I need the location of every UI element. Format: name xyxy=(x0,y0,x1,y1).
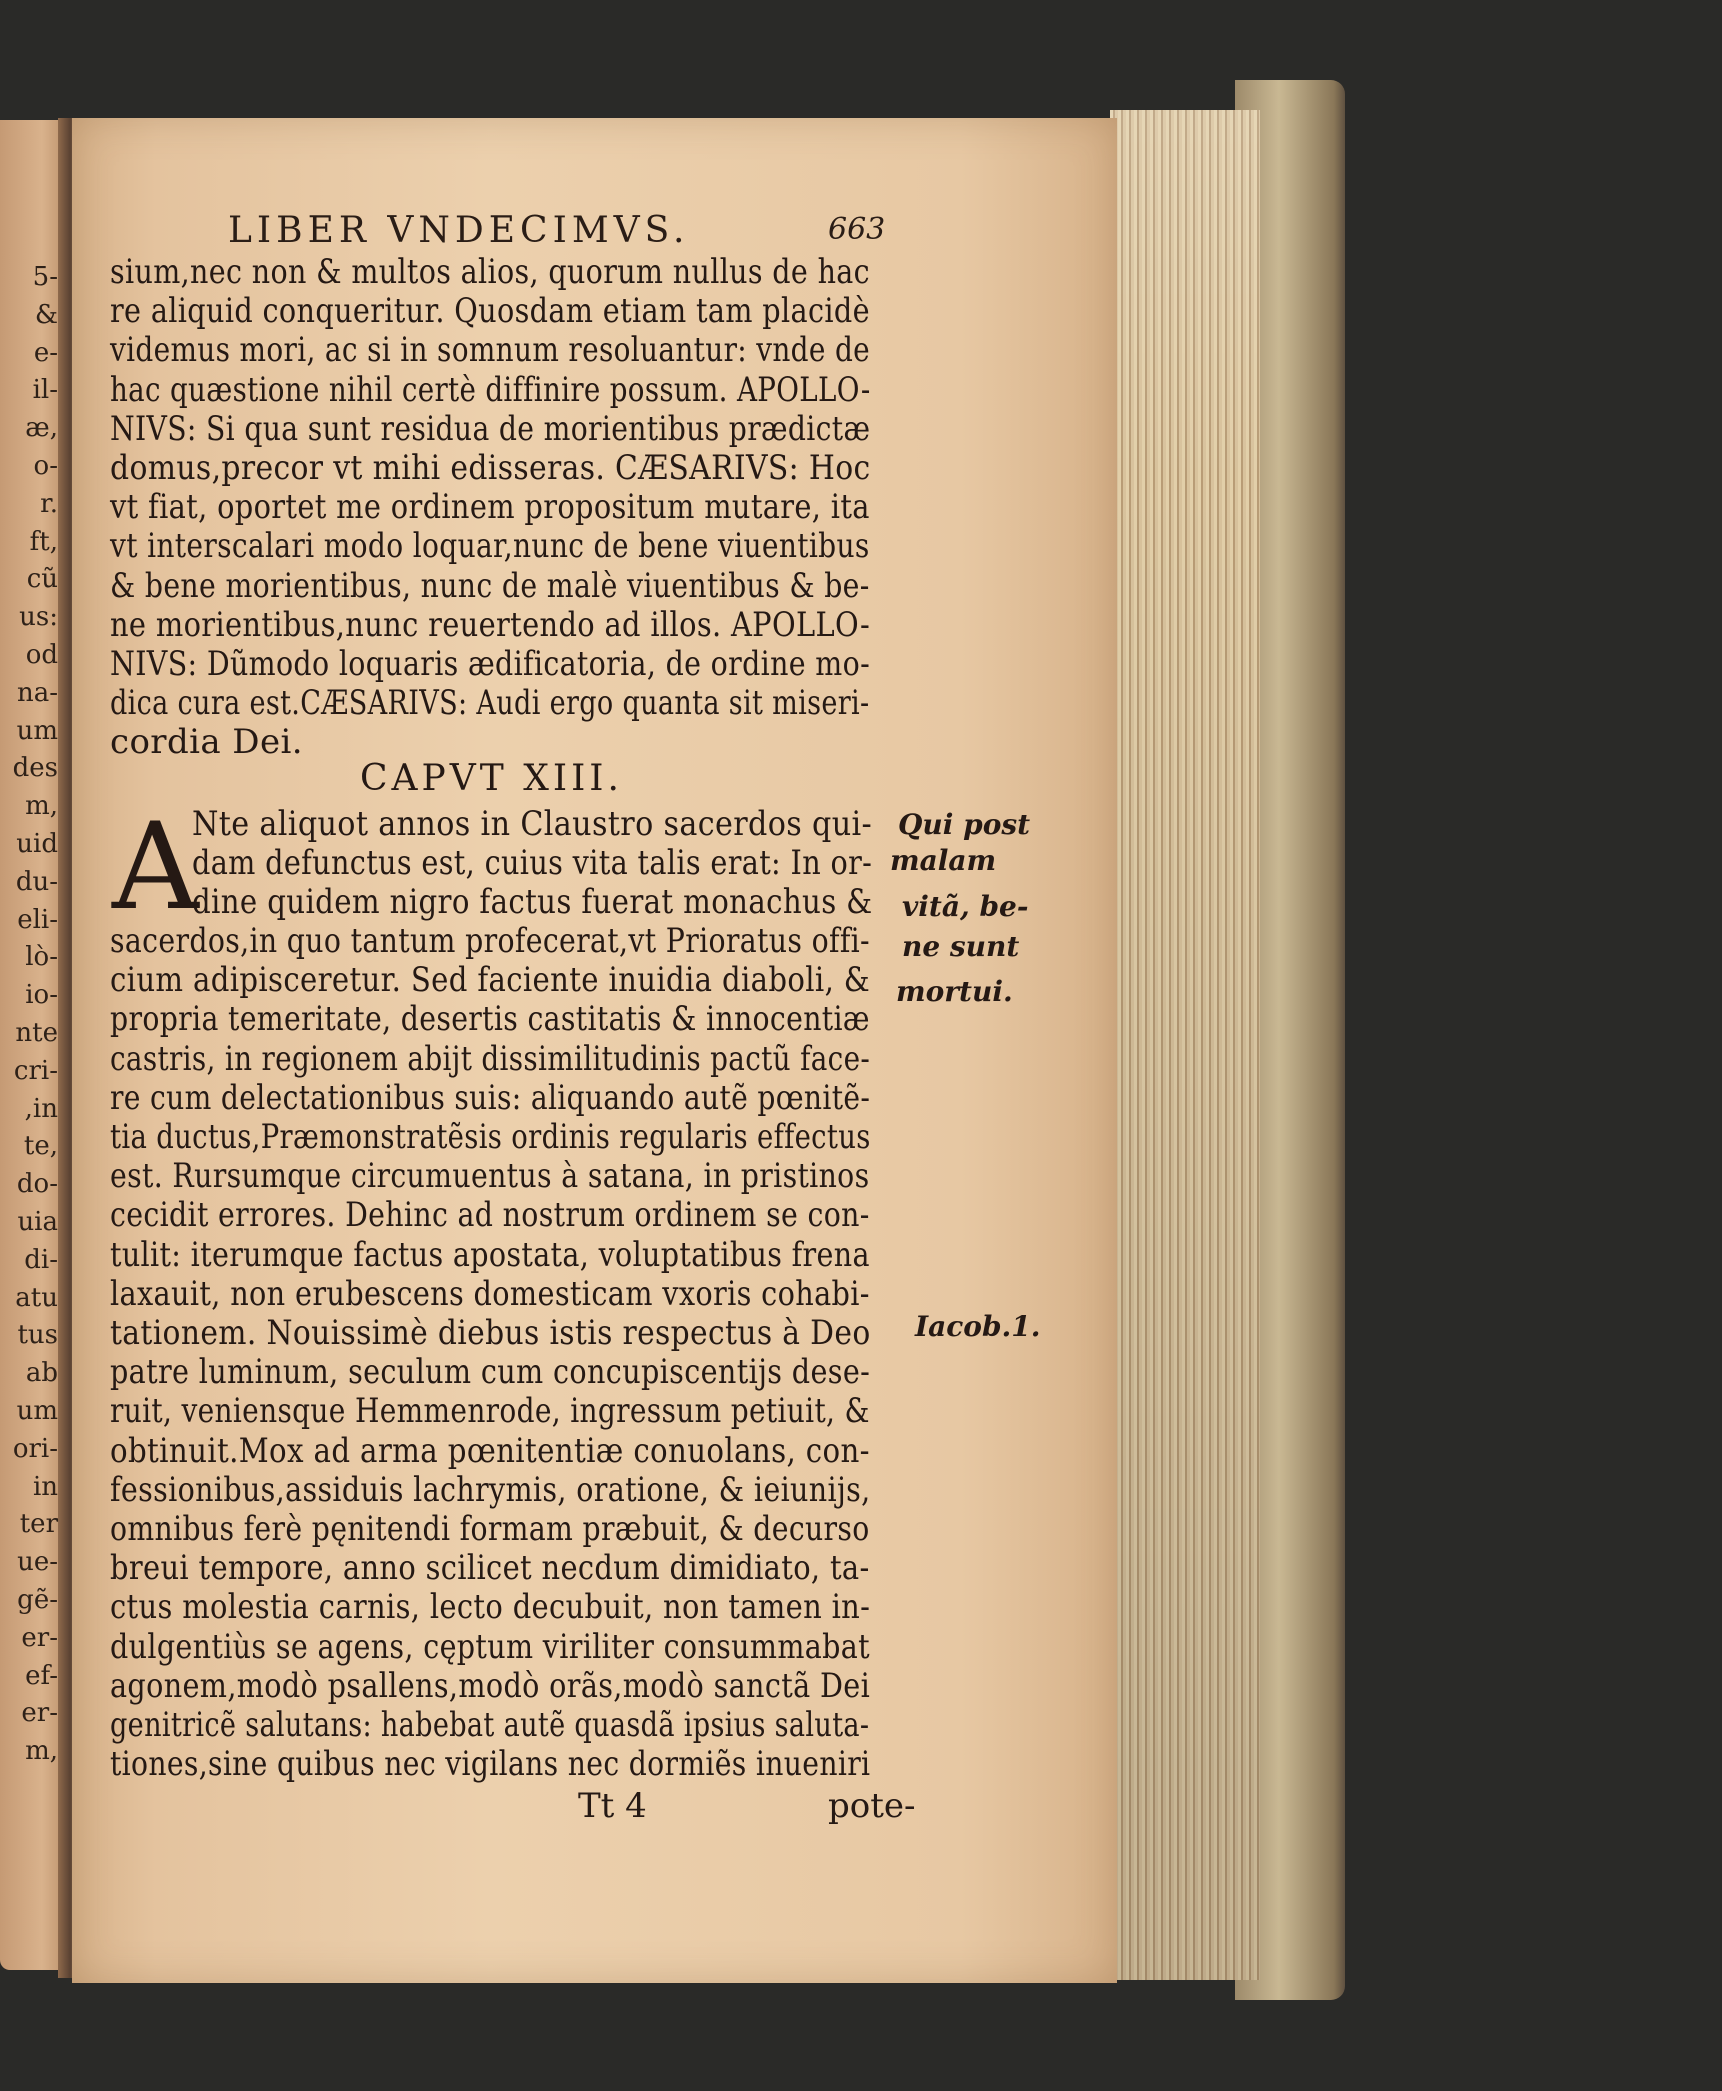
text-line: & bene morientibus, nunc de malè viuentibus & be- xyxy=(110,565,870,606)
text-line: videmus mori, ac si in somnum resoluantur: vnde de xyxy=(110,330,871,371)
left-page-fragment: um xyxy=(16,1396,58,1426)
text-line: NIVS: Si qua sunt residua de morientibus prædictæ xyxy=(110,408,871,449)
text-line: sacerdos,in quo tantum profecerat,vt Prioratus offi- xyxy=(110,921,870,961)
catchword: pote- xyxy=(828,1786,916,1826)
left-page-fragment: ef- xyxy=(25,1660,58,1691)
left-page-fragment: in xyxy=(32,1471,58,1502)
left-page-fragment: e- xyxy=(33,337,58,368)
left-page-fragment: na- xyxy=(16,677,58,708)
left-page-fragment: uia xyxy=(17,1207,58,1237)
text-line: cordia Dei. xyxy=(110,722,303,763)
left-page-fragment: er- xyxy=(21,1622,58,1653)
left-page-fragment: nte xyxy=(15,1018,58,1048)
text-line: castris, in regionem abijt dissimilitudinis pactũ face- xyxy=(110,1038,871,1079)
left-page-fragment: il- xyxy=(32,375,58,406)
left-page-fragment: ter xyxy=(19,1509,58,1540)
left-page-fragment: us: xyxy=(19,602,58,633)
left-page-fragment: cri- xyxy=(13,1055,58,1086)
text-line: obtinuit.Mox ad arma pœnitentiæ conuolans, con- xyxy=(110,1430,870,1471)
text-line: laxauit, non erubescens domesticam vxoris cohabi- xyxy=(110,1273,870,1314)
left-page-fragment: te, xyxy=(23,1131,58,1162)
drop-cap: A xyxy=(112,798,199,937)
left-page-fragment: di- xyxy=(24,1244,58,1275)
marginal-note: Qui post xyxy=(898,808,1031,841)
text-line: NIVS: Dũmodo loquaris ædificatoria, de ordine mo- xyxy=(110,644,871,684)
text-line: dulgentiùs se agens, cęptum viriliter consummabat xyxy=(110,1626,870,1667)
text-line: re aliquid conqueritur. Quosdam etiam tam placidè xyxy=(110,291,870,332)
left-page-fragment: gẽ- xyxy=(17,1585,58,1615)
text-line: Nte aliquot annos in Claustro sacerdos qui- xyxy=(192,804,873,844)
left-page-fragment: um xyxy=(16,715,58,746)
text-line: est. Rursumque circumuentus à satana, in pristinos xyxy=(110,1156,870,1197)
signature-mark: Tt 4 xyxy=(578,1786,647,1826)
left-page-fragment: uid xyxy=(16,829,58,859)
left-page-fragment: ori- xyxy=(12,1433,58,1464)
left-page-fragment: 5- xyxy=(32,262,58,292)
left-page-fragment: tus xyxy=(17,1320,58,1351)
text-line: dine quidem nigro factus fuerat monachus & xyxy=(192,882,873,923)
running-head: LIBER VNDECIMVS. xyxy=(228,210,690,251)
text-line: ne morientibus,nunc reuertendo ad illos. APOLLO- xyxy=(110,604,871,645)
text-line: domus,precor vt mihi edisseras. CÆSARIVS: Hoc xyxy=(110,448,871,488)
text-line: ruit, veniensque Hemmenrode, ingressum petiuit, & xyxy=(110,1391,870,1432)
marginal-note: Iacob.1. xyxy=(915,1310,1041,1343)
left-page-fragment: ue- xyxy=(17,1547,58,1578)
text-line: genitricẽ salutans: habebat autẽ quasdã ipsius saluta- xyxy=(110,1705,870,1745)
left-page-fragment: atu xyxy=(15,1282,58,1313)
text-line: breui tempore, anno scilicet necdum dimidiato, ta- xyxy=(110,1548,870,1589)
text-line: dam defunctus est, cuius vita talis erat: In or- xyxy=(192,843,873,884)
text-line: agonem,modò psallens,modò orãs,modò sanctã Dei xyxy=(110,1665,871,1706)
left-page-fragment: r. xyxy=(40,488,58,519)
left-page-fragment: du- xyxy=(15,866,58,897)
left-page-fragment: lò- xyxy=(25,942,58,973)
marginal-note: ne sunt xyxy=(902,930,1020,963)
left-page-fragment: od xyxy=(25,640,58,670)
chapter-heading: CAPVT XIII. xyxy=(360,758,623,799)
text-line: re cum delectationibus suis: aliquando autẽ pœnitẽ- xyxy=(110,1077,871,1118)
text-line: patre luminum, seculum cum concupiscentijs dese- xyxy=(110,1352,871,1393)
text-line: dica cura est.CÆSARIVS: Audi ergo quanta sit miseri- xyxy=(110,683,870,724)
left-page-fragment: o- xyxy=(33,451,58,481)
text-line: vt interscalari modo loquar,nunc de bene viuentibus xyxy=(110,526,870,567)
text-line: tiones,sine quibus nec vigilans nec dormiẽs inueniri xyxy=(110,1744,871,1785)
text-line: tulit: iterumque factus apostata, voluptatibus frena xyxy=(110,1234,870,1275)
text-line: fessionibus,assiduis lachrymis, oratione, & ieiunijs, xyxy=(110,1469,871,1510)
text-line: tia ductus,Præmonstratẽsis ordinis regularis effectus xyxy=(110,1117,871,1157)
text-line: hac quæstione nihil certè diffinire possum. APOLLO- xyxy=(110,369,871,410)
left-page-fragment: m, xyxy=(25,791,58,822)
marginal-note: vitã, be- xyxy=(902,890,1029,923)
text-line: omnibus ferè pęnitendi formam præbuit, & decurso xyxy=(110,1509,870,1549)
left-page-fragment: m, xyxy=(25,1736,58,1767)
text-line: ctus molestia carnis, lecto decubuit, non tamen in- xyxy=(110,1587,871,1628)
left-page-fragment: des xyxy=(12,753,58,784)
folio-number: 663 xyxy=(828,212,886,247)
text-line: cecidit errores. Dehinc ad nostrum ordinem se con- xyxy=(110,1195,870,1236)
left-page-fragment: cũ xyxy=(26,564,58,595)
text-line: sium,nec non & multos alios, quorum nullus de hac xyxy=(110,252,871,292)
left-page-fragment: ab xyxy=(25,1358,58,1389)
left-page-fragment: do- xyxy=(16,1169,58,1200)
text-line: propria temeritate, desertis castitatis & innocentiæ xyxy=(110,999,870,1040)
left-page-fragment: & xyxy=(34,299,58,330)
left-page-fragment: er- xyxy=(21,1698,58,1729)
left-page-fragment: ,in xyxy=(24,1093,58,1124)
left-page-fragment: io- xyxy=(25,980,58,1011)
left-page-fragment: æ, xyxy=(25,413,58,444)
text-line: vt fiat, oportet me ordinem propositum mutare, ita xyxy=(110,487,870,528)
left-page-fragment: ft, xyxy=(29,526,58,557)
marginal-note: malam xyxy=(890,844,997,877)
left-page-fragment: eli- xyxy=(17,904,58,935)
text-line: tationem. Nouissimè diebus istis respectus à Deo xyxy=(110,1313,871,1353)
marginal-note: mortui. xyxy=(896,975,1013,1008)
text-line: cium adipisceretur. Sed faciente inuidia diaboli, & xyxy=(110,960,871,1001)
